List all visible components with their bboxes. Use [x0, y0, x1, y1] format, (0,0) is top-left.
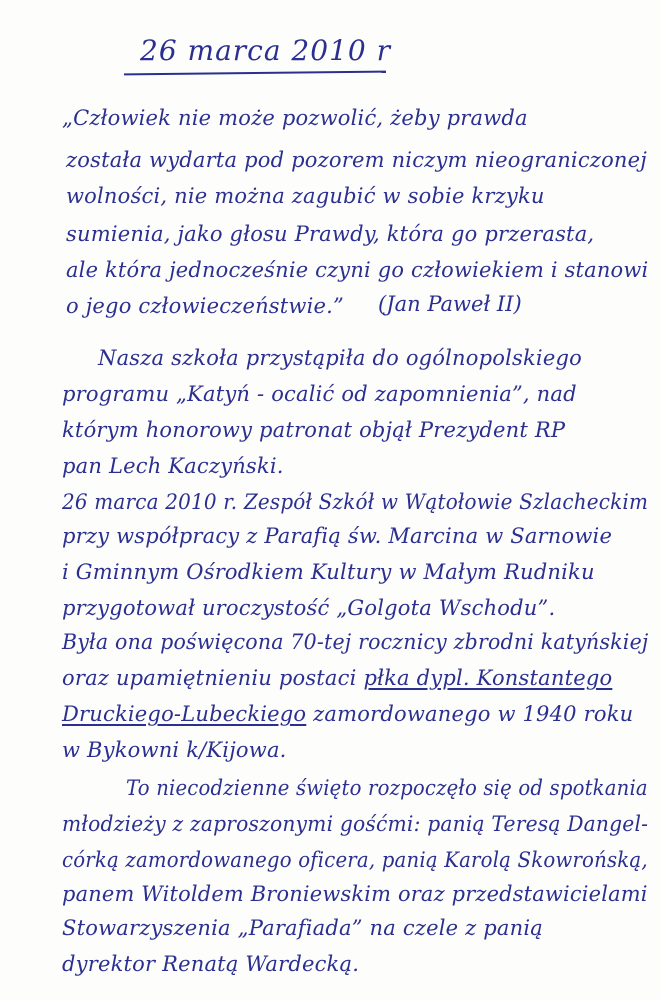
- body-line: pan Lech Kaczyński.: [62, 454, 284, 478]
- body-line: [62, 700, 633, 728]
- body-line: programu „Katyń - ocalić od zapomnienia”, nad: [62, 382, 577, 406]
- closing-line: córką zamordowanego oficera, panią Karolą Skowrońską,: [62, 848, 648, 872]
- body-line: [62, 664, 612, 692]
- quote-line: „Człowiek nie może pozwolić, żeby prawda: [62, 106, 528, 130]
- underlined-name: Druckiego-Lubeckiego: [62, 702, 307, 726]
- body-line: przygotował uroczystość „Golgota Wschodu”.: [62, 596, 556, 620]
- closing-line: panem Witoldem Broniewskim oraz przedstawicielami: [62, 882, 648, 906]
- body-line: w Bykowni k/Kijowa.: [62, 738, 287, 762]
- underlined-name: płka dypl. Konstantego: [363, 666, 613, 690]
- quote-line: została wydarta pod pozorem niczym nieograniczonej: [66, 148, 647, 172]
- body-line: 26 marca 2010 r. Zespół Szkół w Wątołowie Szlacheckim: [62, 490, 649, 514]
- quote-line: ale która jednocześnie czyni go człowiekiem i stanowi: [66, 258, 649, 282]
- closing-line: dyrektor Renatą Wardecką.: [62, 952, 360, 976]
- closing-line: Stowarzyszenia „Parafiada” na czele z panią: [62, 916, 544, 940]
- body-line-text: oraz upamiętnieniu postaci: [62, 666, 357, 690]
- body-line-text: zamordowanego w 1940 roku: [313, 702, 634, 726]
- quote-author: (Jan Paweł II): [378, 292, 522, 316]
- body-line: którym honorowy patronat objął Prezydent RP: [62, 418, 566, 442]
- closing-line: To niecodzienne święto rozpoczęło się od spotkania: [126, 776, 648, 800]
- page-date-title: 26 marca 2010 r: [140, 34, 391, 67]
- body-line: i Gminnym Ośrodkiem Kultury w Małym Rudniku: [62, 560, 595, 584]
- date-underline: [124, 71, 386, 76]
- closing-line: młodzieży z zaproszonymi gośćmi: panią Teresą Dangel-: [62, 812, 649, 836]
- body-line: Nasza szkoła przystąpiła do ogólnopolskiego: [98, 346, 582, 370]
- quote-line: o jego człowieczeństwie.”: [66, 294, 344, 318]
- quote-line: wolności, nie można zagubić w sobie krzyku: [66, 184, 545, 208]
- body-line: Była ona poświęcona 70-tej rocznicy zbrodni katyńskiej: [62, 630, 649, 654]
- quote-line: sumienia, jako głosu Prawdy, która go przerasta,: [66, 222, 595, 246]
- body-line: przy współpracy z Parafią św. Marcina w Sarnowie: [62, 524, 613, 548]
